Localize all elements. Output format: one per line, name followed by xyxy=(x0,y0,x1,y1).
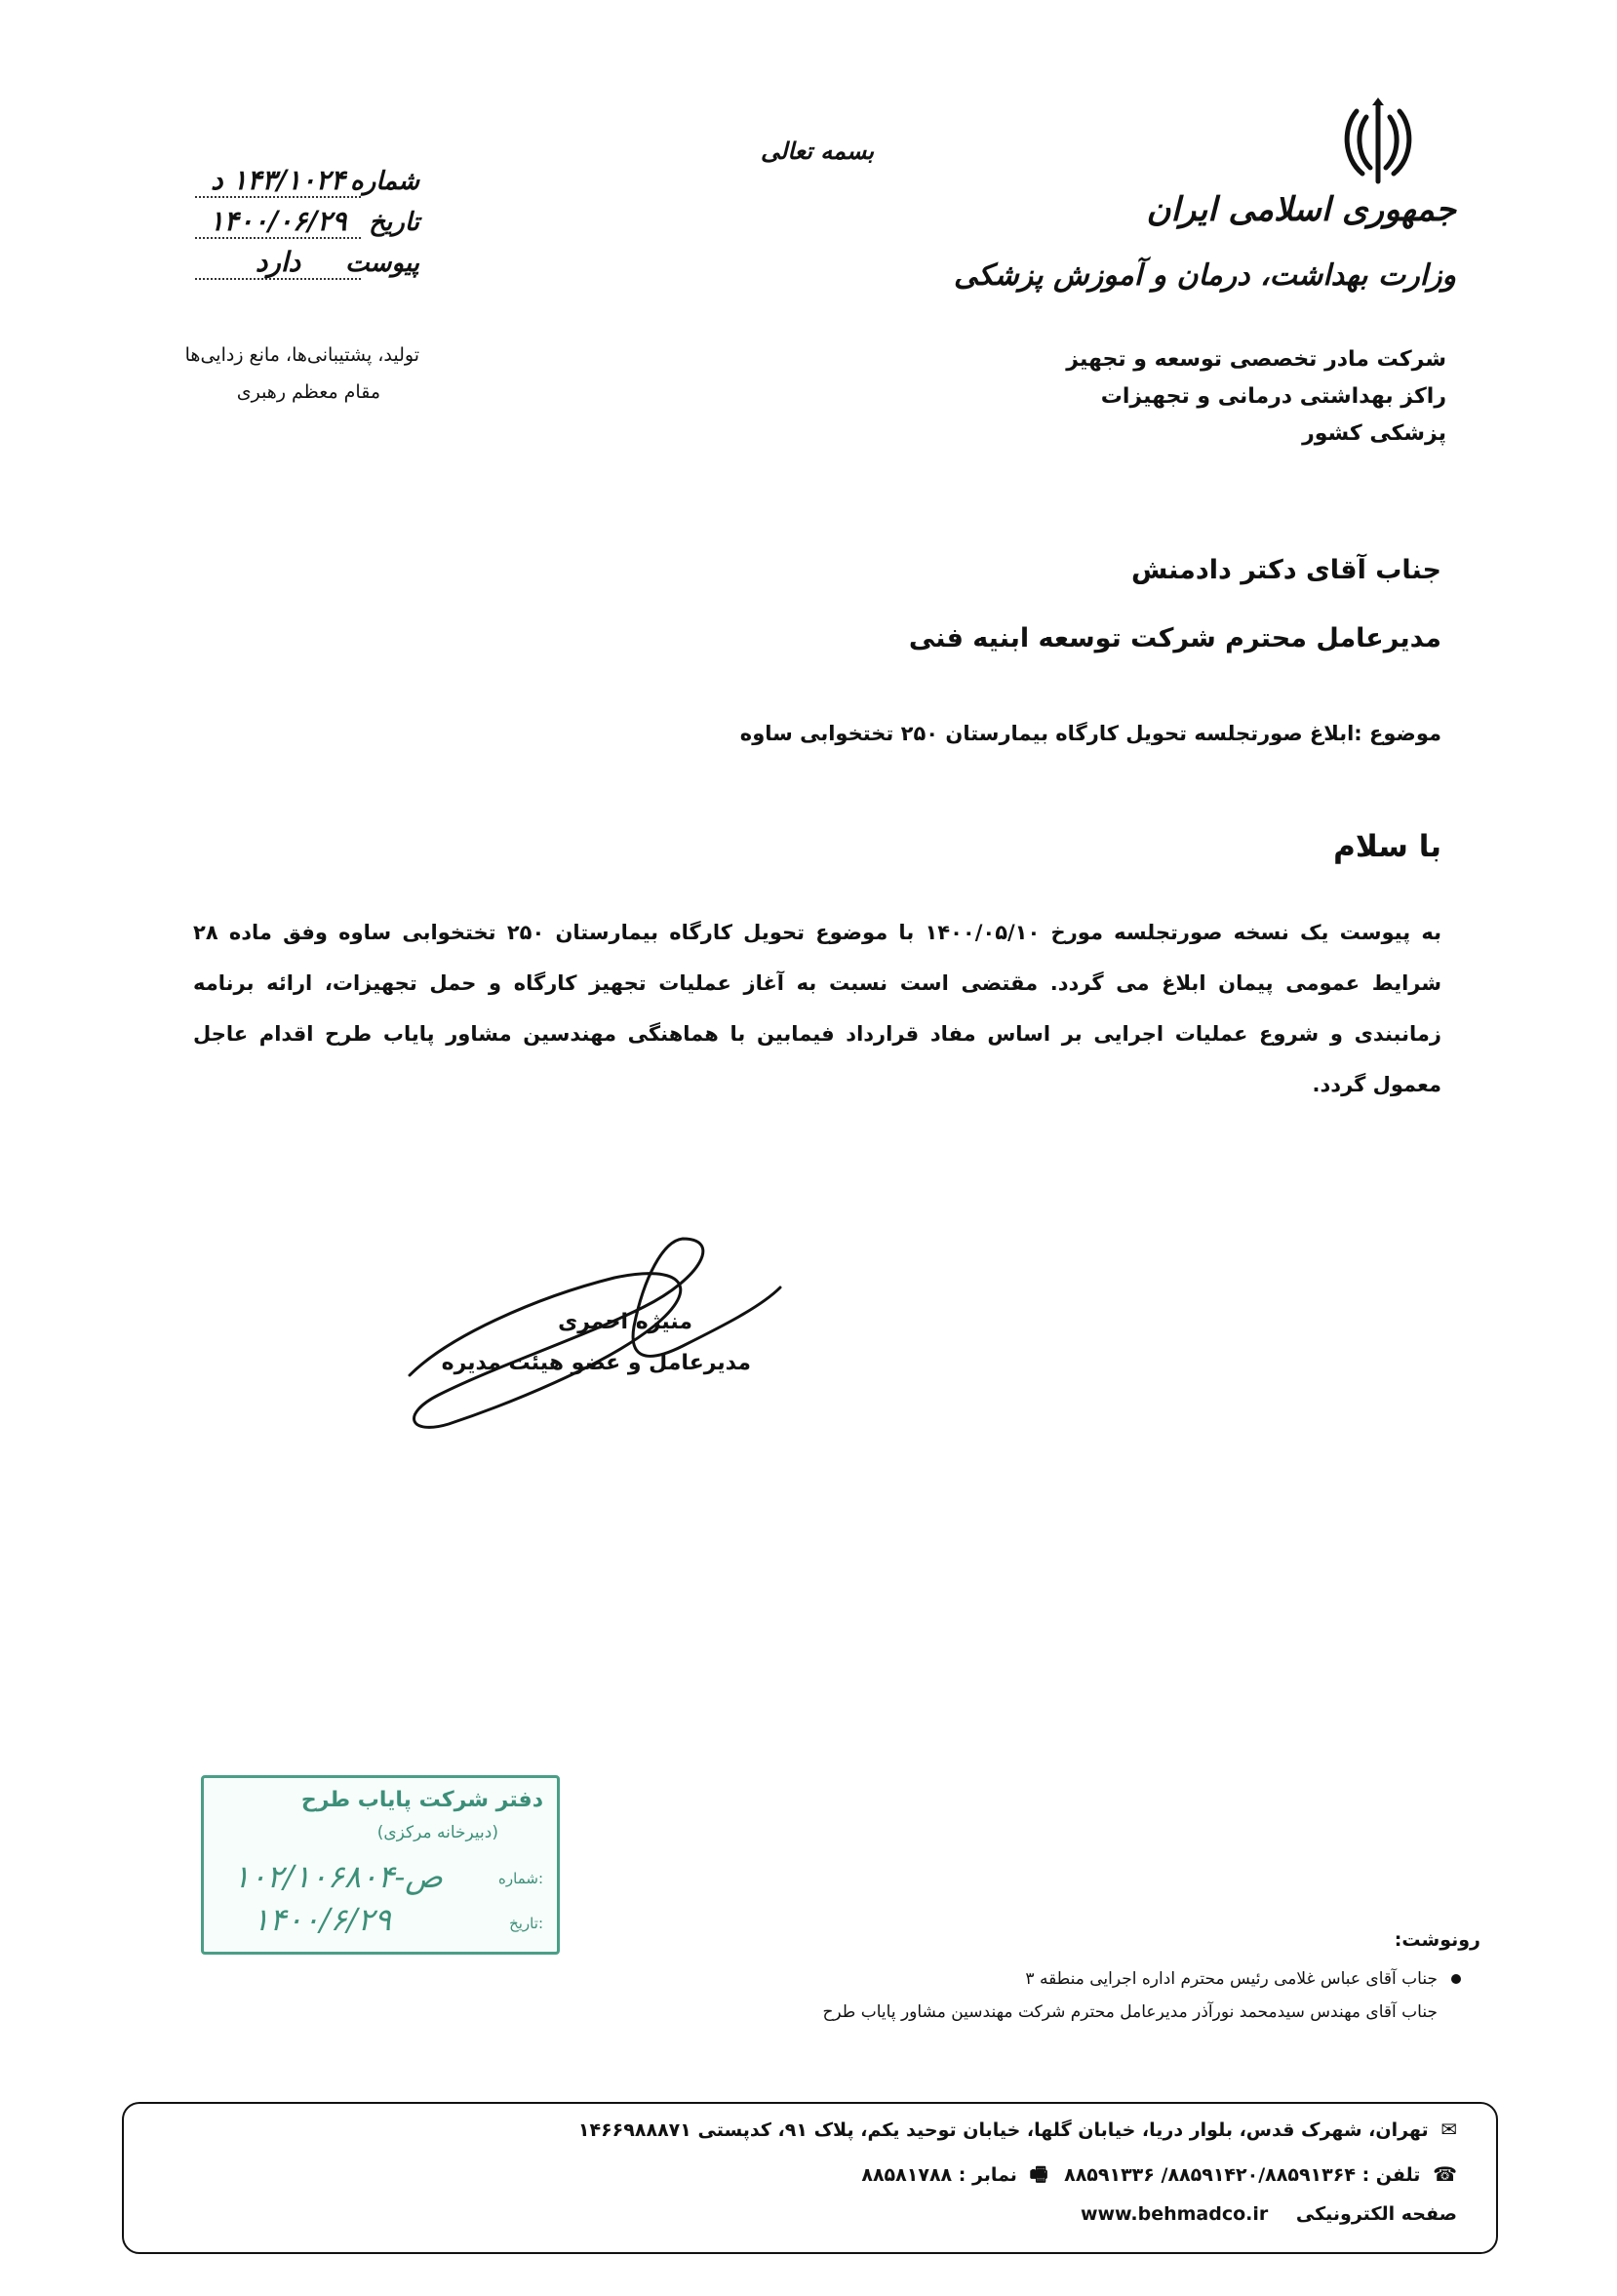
web-label: صفحه الکترونیکی xyxy=(1295,2203,1457,2225)
date-value: ۱۴۰۰/۰۶/۲۹ xyxy=(195,205,361,239)
signer-position: مدیرعامل و عضو هیئت مدیره xyxy=(441,1351,751,1375)
stamp-title: دفتر شرکت پایاب طرح xyxy=(300,1788,543,1812)
stamp-date-label: تاریخ: xyxy=(509,1915,543,1932)
cc-item xyxy=(720,1962,1461,1996)
signer-name: منیژه احمری xyxy=(558,1310,692,1334)
slogan-line: تولید، پشتیبانی‌ها، مانع زدایی‌ها xyxy=(184,344,419,366)
website-link[interactable]: www.behmadco.ir xyxy=(1080,2203,1269,2225)
number-label: شماره xyxy=(350,167,419,196)
attachment-value: دارد xyxy=(195,246,361,280)
date-label: تاریخ xyxy=(369,208,419,237)
org-line: راکز بهداشتی درمانی و تجهیزات پزشکی کشور xyxy=(1100,384,1446,446)
fax-icon: 🖷 xyxy=(1029,2162,1048,2186)
cc-item xyxy=(720,1996,1461,2029)
cc-label: رونوشت: xyxy=(1394,1929,1480,1951)
greeting: با سلام xyxy=(1333,829,1441,864)
number-value: ۱۴۳/۱۰۲۴ د xyxy=(195,164,361,198)
number-row xyxy=(166,164,419,205)
letter-body: به پیوست یک نسخه صورتجلسه مورخ ۱۴۰۰/۰۵/۱۰ با موضوع تحویل کارگاه بیمارستان ۲۵۰ تختخوابی ساوه وفق ماده ۲۸ شرایط عمومی پیمان ابلاغ می گردد. مقتضی است نسبت به آغاز عملیات تجهیز کارگاه و حمل تجهیزات، ارائه برنامه زمانبندی و شروع عملیات اجرایی بر اساس مفاد قرارداد فیمابین با هماهنگی مهندسین مشاور پایاب طرح اقدام عاجل معمول گردد. xyxy=(193,921,1441,1096)
stamp-subtitle: (دبیرخانه مرکزی) xyxy=(376,1823,498,1842)
organization-name xyxy=(1037,341,1446,453)
slogan xyxy=(127,336,419,411)
footer-address: تهران، شهرک قدس، بلوار دریا، خیابان گلها، خیابان توحید یکم، پلاک ۹۱، کدپستی ۱۴۶۶۹۸۸۸۷۱ xyxy=(577,2119,1429,2141)
bullet-icon xyxy=(1451,1974,1461,1984)
stamp-number-value: ۱۰۲/ص-۱۰۶۸۰۴ xyxy=(233,1858,443,1895)
phone-label: تلفن : xyxy=(1361,2164,1421,2186)
letterhead-footer xyxy=(122,2102,1498,2254)
receipt-stamp xyxy=(201,1775,560,1955)
footer-phone-line xyxy=(150,2160,1457,2194)
republic-line: جمهوری اسلامی ایران xyxy=(1146,190,1456,229)
ministry-header xyxy=(954,171,1456,327)
letter-meta xyxy=(166,164,419,287)
cc-item-text: جناب آقای مهندس سیدمحمد نورآذر مدیرعامل محترم شرکت مهندسین مشاور پایاب طرح xyxy=(822,2002,1438,2022)
stamp-date-value: ۱۴۰۰/۶/۲۹ xyxy=(253,1901,391,1938)
addressee xyxy=(759,536,1441,673)
signature-block xyxy=(419,1302,751,1384)
telephone-icon: ☎ xyxy=(1433,2162,1457,2186)
ministry-line: وزارت بهداشت، درمان و آموزش پزشکی xyxy=(954,258,1456,293)
cc-item-text: جناب آقای عباس غلامی رئیس محترم اداره اجرایی منطقه ۳ xyxy=(1025,1969,1438,1989)
cc-list xyxy=(720,1962,1461,2029)
date-row xyxy=(166,205,419,246)
fax-label: نمابر : xyxy=(958,2164,1017,2186)
addressee-title: مدیرعامل محترم شرکت توسعه ابنیه فنی xyxy=(908,623,1441,653)
subject-line: موضوع :ابلاغ صورتجلسه تحویل کارگاه بیمارستان ۲۵۰ تختخوابی ساوه xyxy=(739,722,1441,745)
mail-icon: ✉ xyxy=(1440,2118,1457,2141)
attachment-row xyxy=(166,246,419,287)
basmala: بسمه تعالی xyxy=(761,137,875,165)
phone-numbers: ۸۸۵۹۱۴۲۰/۸۸۵۹۱۳۶۴/ ۸۸۵۹۱۳۳۶ xyxy=(1064,2164,1356,2186)
org-line: شرکت مادر تخصصی توسعه و تجهیز xyxy=(1066,347,1446,372)
fax-number: ۸۸۵۸۱۷۸۸ xyxy=(861,2164,953,2186)
attachment-label: پیوست xyxy=(345,249,419,278)
footer-web-line xyxy=(150,2203,1457,2225)
slogan-line: مقام معظم رهبری xyxy=(236,381,380,403)
addressee-name: جناب آقای دکتر دادمنش xyxy=(1130,555,1441,585)
footer-address-line xyxy=(150,2118,1457,2141)
stamp-number-label: شماره: xyxy=(498,1870,543,1887)
